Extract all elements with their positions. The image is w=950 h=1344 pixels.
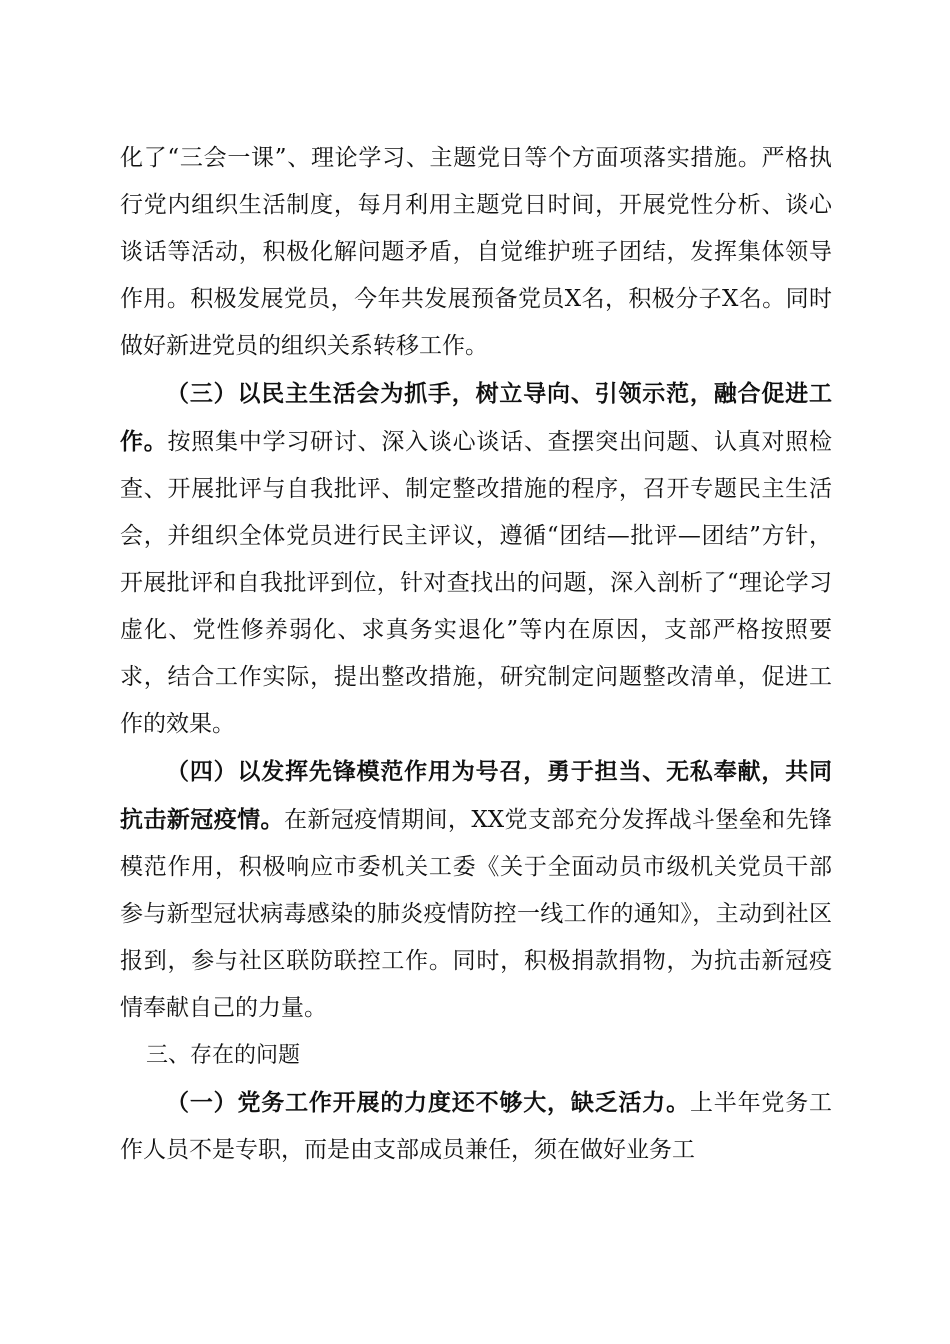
- paragraph-epidemic: [120, 748, 832, 1032]
- paragraph-lead: （三）以民主生活会为抓手，树立导向、引领示范，融合促进工作。: [120, 380, 832, 455]
- paragraph-lead: （一）党务工作开展的力度还不够大，缺乏活力。: [166, 1089, 690, 1116]
- section-heading: 三、存在的问题: [146, 1043, 301, 1068]
- paragraph-continuation: [120, 135, 832, 370]
- paragraph-democratic-life: [120, 370, 832, 748]
- paragraph-lead: （四）以发挥先锋模范作用为号召，勇于担当、无私奉献，共同抗击新冠疫情。: [120, 758, 832, 833]
- paragraph-text: 上半年党务工作人员不是专职，而是由支部成员兼任，须在做好业务工: [120, 1090, 833, 1163]
- document-page: [120, 135, 832, 1174]
- paragraph-text: 在新冠疫情期间，XX党支部充分发挥战斗堡垒和先锋模范作用，积极响应市委机关工委《关于全面动员市级机关党员干部参与新型冠状病毒感染的肺炎疫情防控一线工作的通知》，主动到社区报到，参与社区联防联控工作。同时，积极捐款捐物，为抗击新冠疫情奉献自己的力量。: [120, 807, 833, 1021]
- paragraph-text: 按照集中学习研讨、深入谈心谈话、查摆突出问题、认真对照检查、开展批评与自我批评、制定整改措施的程序，召开专题民主生活会，并组织全体党员进行民主评议，遵循“团结—批评—团结”方针，开展批评和自我批评到位，针对查找出的问题，深入剖析了“理论学习虚化、党性修养弱化、求真务实退化”等内在原因，支部严格按照要求，结合工作实际，提出整改措施，研究制定问题整改清单，促进工作的效果。: [120, 429, 833, 737]
- paragraph-problems: [120, 1079, 832, 1174]
- paragraph-text: 化了“三会一课”、理论学习、主题党日等个方面项落实措施。严格执行党内组织生活制度，每月利用主题党日时间，开展党性分析、谈心谈话等活动，积极化解问题矛盾，自觉维护班子团结，发挥集体领导作用。积极发展党员，今年共发展预备党员X名，积极分子X名。同时做好新进党员的组织关系转移工作。: [120, 145, 832, 359]
